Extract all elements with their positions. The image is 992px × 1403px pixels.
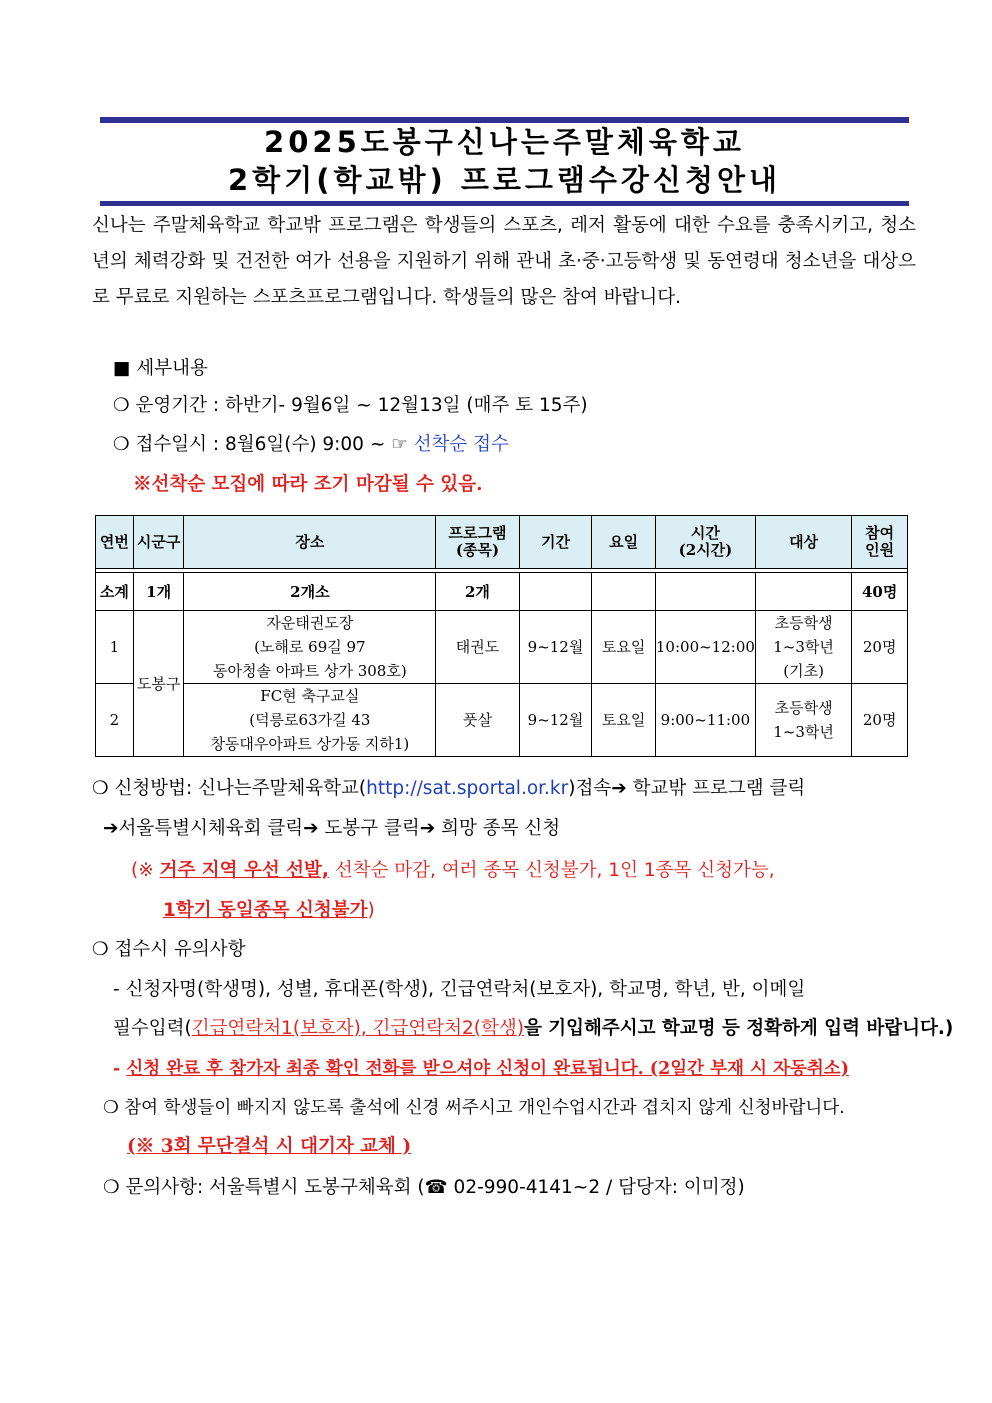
row-program: 태권도 bbox=[436, 611, 519, 684]
row-program: 풋살 bbox=[436, 684, 519, 757]
details-heading: ■ 세부내용 bbox=[113, 358, 208, 379]
subtotal-label: 소계 bbox=[96, 573, 134, 611]
header-no: 연번 bbox=[96, 516, 134, 569]
row-place: FC현 축구교실 (덕릉로63가길 43 창동대우아파트 상가동 지하1) bbox=[184, 684, 436, 757]
row-district: 도봉구 bbox=[133, 611, 184, 757]
subtotal-district: 1개 bbox=[133, 573, 184, 611]
subtotal-count: 40명 bbox=[852, 573, 908, 611]
operation-period: ❍ 운영기간 : 하반기- 9월6일 ~ 12월13일 (매주 토 15주) bbox=[113, 395, 588, 416]
header-count: 참여 인원 bbox=[852, 516, 908, 569]
table-subtotal-row bbox=[96, 573, 908, 611]
row-period: 9~12월 bbox=[519, 684, 592, 757]
apply-url-link[interactable]: http://sat.sportal.or.kr bbox=[366, 778, 569, 799]
row-place: 자운태권도장 (노해로 69길 97 동아청솔 아파트 상가 308호) bbox=[184, 611, 436, 684]
row-target: 초등학생 1~3학년 bbox=[755, 684, 851, 757]
header-target: 대상 bbox=[755, 516, 851, 569]
caution-line1: - 신청자명(학생명), 성별, 휴대폰(학생), 긴급연락처(보호자), 학교명, 학년, 반, 이메일 bbox=[113, 979, 806, 1000]
row-count: 20명 bbox=[852, 684, 908, 757]
row-day: 토요일 bbox=[592, 611, 656, 684]
page-title-line2: 2학기(학교밖) 프로그램수강신청안내 bbox=[228, 163, 781, 197]
row-day: 토요일 bbox=[592, 684, 656, 757]
absence-note: (※ 3회 무단결석 시 대기자 교체 ) bbox=[127, 1136, 412, 1157]
subtotal-place: 2개소 bbox=[184, 573, 436, 611]
apply-note-line1: (※ 거주 지역 우선 선발, 선착순 마감, 여러 종목 신청불가, 1인 1종목 신청가능, bbox=[131, 860, 775, 881]
row-period: 9~12월 bbox=[519, 611, 592, 684]
title-bottom-rule bbox=[100, 201, 909, 206]
apply-method-line1: ❍ 신청방법: 신나는주말체육학교(http://sat.sportal.or.kr)접속➔ 학교밖 프로그램 클릭 bbox=[92, 778, 806, 799]
header-program: 프로그램 (종목) bbox=[436, 516, 519, 569]
header-district: 시군구 bbox=[133, 516, 184, 569]
row-no: 1 bbox=[96, 611, 134, 684]
attendance-note: ❍ 참여 학생들이 빠지지 않도록 출석에 신경 써주시고 개인수업시간과 겹치지 않게 신청바랍니다. bbox=[103, 1098, 845, 1118]
header-time: 시간 (2시간) bbox=[655, 516, 755, 569]
table-row bbox=[96, 611, 908, 684]
header-place: 장소 bbox=[184, 516, 436, 569]
header-period: 기간 bbox=[519, 516, 592, 569]
row-time: 10:00~12:00 bbox=[655, 611, 755, 684]
caution-line2: 필수입력(긴급연락처1(보호자), 긴급연락처2(학생)을 기입해주시고 학교명 등 정확하게 입력 바랍니다.) bbox=[113, 1018, 954, 1039]
header-day: 요일 bbox=[592, 516, 656, 569]
reception-prefix: ❍ 접수일시 : 8월6일(수) 9:00 ~ ☞ bbox=[113, 434, 414, 455]
page-title-line1: 2025도봉구신나는주말체육학교 bbox=[264, 125, 745, 159]
caution-line3: - 신청 완료 후 참가자 최종 확인 전화를 받으셔야 신청이 완료됩니다. (2일간 부재 시 자동취소) bbox=[113, 1059, 849, 1079]
title-top-rule bbox=[100, 117, 909, 123]
reception-highlight: 선착순 접수 bbox=[413, 434, 509, 455]
early-close-notice: ※선착순 모집에 따라 조기 마감될 수 있음. bbox=[133, 474, 483, 495]
intro-paragraph: 신나는 주말체육학교 학교밖 프로그램은 학생들의 스포츠, 레저 활동에 대한 수요를 충족시키고, 청소년의 체력강화 및 건전한 여가 선용을 지원하기 위해 관내 초·중·고등학생 및 동연령대 청소년을 대상으로 무료로 지원하는 스포츠프로그램입니다. 학생들의 많은 참여 바랍니다. bbox=[92, 215, 916, 308]
table-row bbox=[96, 684, 908, 757]
schedule-table bbox=[95, 515, 908, 757]
reception-date bbox=[113, 431, 509, 459]
contact-info: ❍ 문의사항: 서울특별시 도봉구체육회 (☎ 02-990-4141~2 / 담당자: 이미정) bbox=[103, 1177, 745, 1198]
apply-method-line2: ➔서울특별시체육회 클릭➔ 도봉구 클릭➔ 희망 종목 신청 bbox=[103, 818, 561, 839]
row-count: 20명 bbox=[852, 611, 908, 684]
subtotal-program: 2개 bbox=[436, 573, 519, 611]
caution-heading: ❍ 접수시 유의사항 bbox=[92, 939, 246, 960]
row-time: 9:00~11:00 bbox=[655, 684, 755, 757]
row-target: 초등학생 1~3학년 (기초) bbox=[755, 611, 851, 684]
row-no: 2 bbox=[96, 684, 134, 757]
table-header-row bbox=[96, 516, 908, 569]
apply-note-line2: 1학기 동일종목 신청불가) bbox=[163, 900, 375, 921]
